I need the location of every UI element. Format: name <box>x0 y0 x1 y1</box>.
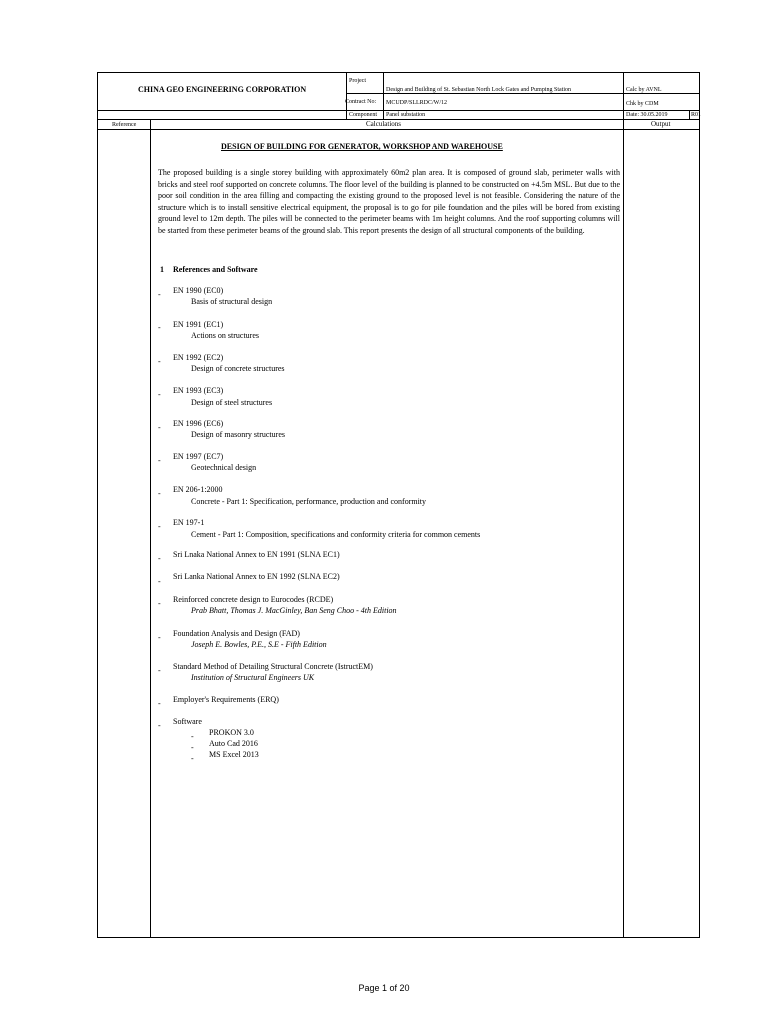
reference-header: Reference <box>112 122 137 128</box>
reference-code: Software <box>173 717 202 726</box>
list-dash: - <box>158 456 161 465</box>
reference-code: EN 197-1 <box>173 518 205 527</box>
section-number: 1 <box>160 265 164 274</box>
software-name: MS Excel 2013 <box>209 750 259 759</box>
reference-description: Cement - Part 1: Composition, specifications and conformity criteria for common cements <box>191 530 481 539</box>
reference-column-line <box>150 119 151 937</box>
document-title: DESIGN OF BUILDING FOR GENERATOR, WORKSHOP AND WAREHOUSE <box>221 142 503 151</box>
output-column-line <box>623 119 624 937</box>
project-label: Project <box>349 78 366 84</box>
header-divider-2 <box>98 110 700 111</box>
header-col-sep-4 <box>689 110 690 119</box>
list-dash: - <box>158 699 161 708</box>
reference-code: Foundation Analysis and Design (FAD) <box>173 629 300 638</box>
reference-description: Basis of structural design <box>191 297 273 306</box>
intro-paragraph: The proposed building is a single storey building with approximately 60m2 plan area. It is composed of ground slab, perimeter walls with bricks and steel roof supported on concrete columns. The floor level of the building is planned to be constructed on +4.5m MSL. But due to the poor soil condition in the area filling and compacting the existing ground to the proposed level is not feasible. Considering the nature of the structure which is to install sensitive electrical equipment, the proposal is to go for pile foundation and the piles will be bored from existing ground level to 12m depth. The piles will be connected to the perimeter beams with 1m height columns. And the roof supporting columns will be started from these perimeter beams of the ground slab. This report presents the design of all structural components of the building. <box>158 168 620 235</box>
calculation-sheet <box>97 72 700 938</box>
contract-label: Contract No: <box>345 99 377 105</box>
list-dash: - <box>158 666 161 675</box>
header-divider-1 <box>346 93 700 94</box>
list-dash: - <box>158 357 161 366</box>
reference-code: Sri Lanka National Annex to EN 1992 (SLNA EC2) <box>173 572 340 581</box>
software-name: PROKON 3.0 <box>209 728 254 737</box>
software-name: Auto Cad 2016 <box>209 739 258 748</box>
list-dash: - <box>191 754 194 763</box>
list-dash: - <box>158 522 161 531</box>
list-dash: - <box>158 390 161 399</box>
reference-code: EN 1993 (EC3) <box>173 386 224 395</box>
project-value: Design and Building of St. Sebastian North Lock Gates and Pumping Station <box>386 87 571 93</box>
reference-description: Design of masonry structures <box>191 430 285 439</box>
header-col-sep-2 <box>383 73 384 119</box>
header-divider-4 <box>98 129 700 130</box>
reference-code: Sri Lnaka National Annex to EN 1991 (SLNA EC1) <box>173 550 340 559</box>
calc-by: Calc by AVNL <box>626 87 662 93</box>
reference-description: Joseph E. Bowles, P.E., S.E - Fifth Edition <box>191 640 327 649</box>
header-col-sep-1 <box>346 73 347 119</box>
reference-code: EN 1990 (EC0) <box>173 286 224 295</box>
contract-value: MCUDP/SLLRDC/W/12 <box>386 100 448 106</box>
list-dash: - <box>158 577 161 586</box>
list-dash: - <box>191 743 194 752</box>
reference-description: Design of steel structures <box>191 398 273 407</box>
reference-description: Design of concrete structures <box>191 364 285 373</box>
list-dash: - <box>158 290 161 299</box>
reference-description: Actions on structures <box>191 331 259 340</box>
reference-description: Geotechnical design <box>191 463 257 472</box>
reference-description: Concrete - Part 1: Specification, performance, production and conformity <box>191 497 427 506</box>
reference-description: Institution of Structural Engineers UK <box>191 673 315 682</box>
reference-code: EN 1992 (EC2) <box>173 353 224 362</box>
section-title: References and Software <box>173 265 258 274</box>
reference-code: Reinforced concrete design to Eurocodes (RCDE) <box>173 595 334 604</box>
reference-code: EN 1996 (EC6) <box>173 419 224 428</box>
reference-code: EN 1997 (EC7) <box>173 452 224 461</box>
reference-code: EN 206-1:2000 <box>173 485 223 494</box>
component-label: Component <box>349 112 377 118</box>
page-number: Page 1 of 20 <box>358 983 410 993</box>
list-dash: - <box>158 323 161 332</box>
list-dash: - <box>158 423 161 432</box>
reference-code: EN 1991 (EC1) <box>173 320 224 329</box>
company-name: CHINA GEO ENGINEERING CORPORATION <box>138 85 307 94</box>
checked-by: Chk by CDM <box>626 101 659 107</box>
reference-description: Prab Bhatt, Thomas J. MacGinley, Ban Seng Choo - 4th Edition <box>191 606 397 615</box>
date: Date: 30.05.2019 <box>626 112 668 118</box>
output-header: Output <box>651 120 671 128</box>
list-dash: - <box>158 721 161 730</box>
revision: R01 <box>691 112 702 118</box>
reference-code: Standard Method of Detailing Structural Concrete (IstructEM) <box>173 662 373 671</box>
list-dash: - <box>158 554 161 563</box>
reference-code: Employer's Requirements (ERQ) <box>173 695 279 704</box>
list-dash: - <box>191 732 194 741</box>
list-dash: - <box>158 489 161 498</box>
list-dash: - <box>158 633 161 642</box>
component-value: Panel substation <box>386 112 426 118</box>
calculations-header: Calculations <box>366 120 401 128</box>
list-dash: - <box>158 599 161 608</box>
